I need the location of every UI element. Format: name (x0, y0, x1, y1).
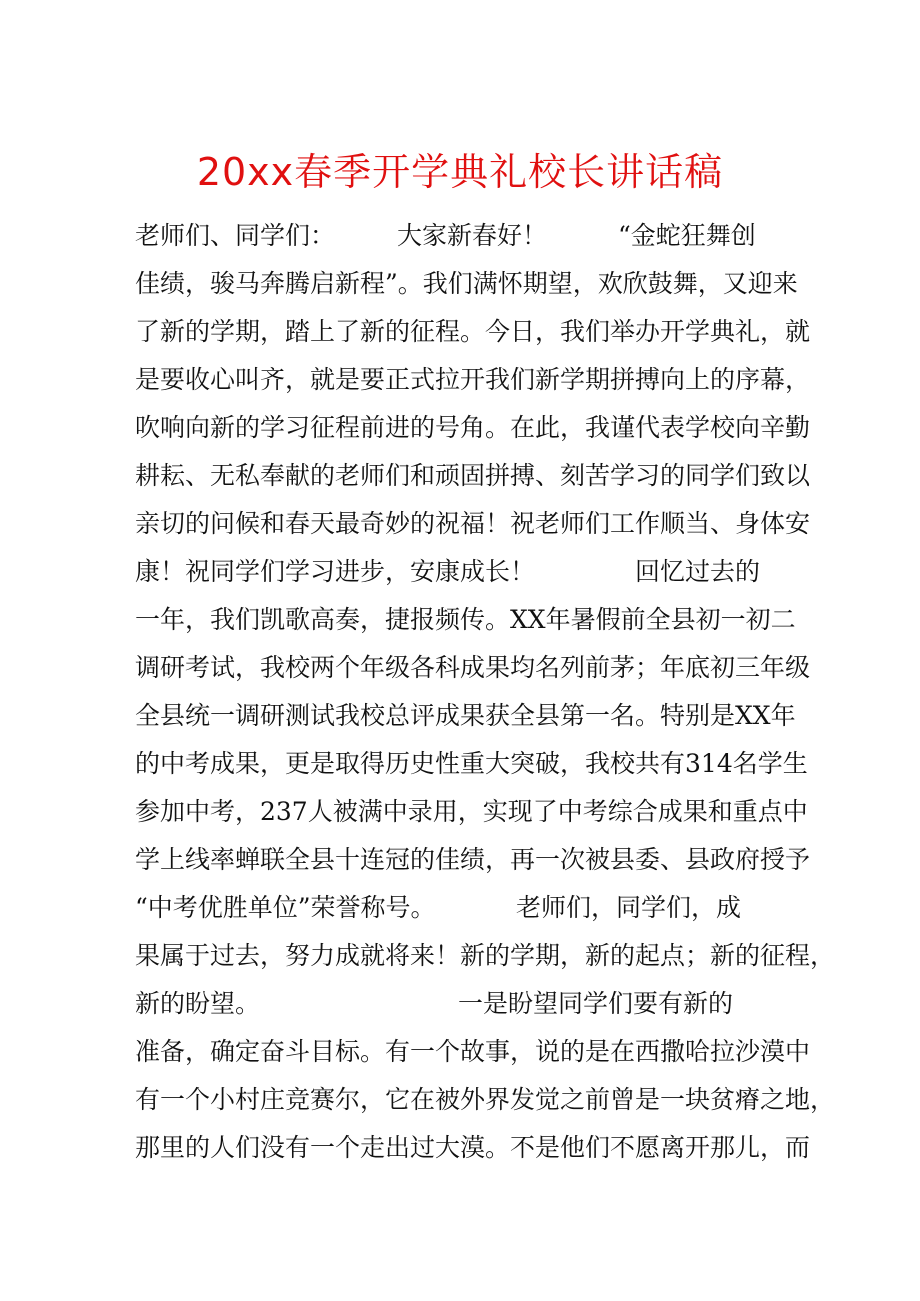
text-line: 一年，我们凯歌高奏，捷报频传。XX年暑假前全县初一初二 (135, 605, 796, 634)
document-title: 20xx春季开学典礼校长讲话稿 (196, 150, 724, 194)
text-line: 耕耘、无私奉献的老师们和顽固拼搏、刻苦学习的同学们致以 (135, 461, 811, 490)
text-line (135, 548, 795, 596)
text-segment: “金蛇狂舞创 (618, 221, 756, 250)
text-line: 那里的人们没有一个走出过大漠。不是他们不愿离开那儿，而 (135, 1133, 811, 1162)
text-segment: “中考优胜单位”荣誉称号。 (135, 893, 436, 922)
text-segment: 老师们、同学们： (135, 221, 336, 250)
text-line: 亲切的问候和春天最奇妙的祝福！祝老师们工作顺当、身体安 (135, 509, 811, 538)
text-line: 了新的学期，踏上了新的征程。今日，我们举办开学典礼，就 (135, 317, 811, 346)
text-line (135, 884, 795, 932)
text-line: 参加中考，237人被满中录用，实现了中考综合成果和重点中 (135, 797, 808, 826)
text-line: 是要收心叫齐，就是要正式拉开我们新学期拼搏向上的序幕， (135, 365, 811, 394)
text-line: 的中考成果，更是取得历史性重大突破，我校共有314名学生 (135, 749, 808, 778)
text-segment: 老师们，同学们，成 (516, 893, 742, 922)
text-segment: 康！祝同学们学习进步，安康成长！ (135, 557, 536, 586)
text-line: 果属于过去，努力成就将来！新的学期，新的起点；新的征程， (135, 941, 836, 970)
text-line (135, 212, 795, 260)
text-segment: 大家新春好！ (397, 221, 548, 250)
text-line: 准备，确定奋斗目标。有一个故事，说的是在西撒哈拉沙漠中 (135, 1037, 811, 1066)
text-line: 调研考试，我校两个年级各科成果均名列前茅；年底初三年级 (135, 653, 811, 682)
text-line: 吹响向新的学习征程前进的号角。在此，我谨代表学校向辛勤 (135, 413, 811, 442)
document-body (135, 212, 836, 1172)
text-line (135, 980, 795, 1028)
text-line: 学上线率蝉联全县十连冠的佳绩，再一次被县委、县政府授予 (135, 845, 811, 874)
text-segment: 回忆过去的 (635, 557, 761, 586)
text-line: 有一个小村庄竞赛尔，它在被外界发觉之前曾是一块贫瘠之地， (135, 1085, 836, 1114)
text-segment: 一是盼望同学们要有新的 (458, 989, 734, 1018)
text-line: 全县统一调研测试我校总评成果获全县第一名。特别是XX年 (135, 701, 796, 730)
text-segment: 新的盼望。 (135, 989, 261, 1018)
text-line: 佳绩，骏马奔腾启新程”。我们满怀期望，欢欣鼓舞，又迎来 (135, 269, 798, 298)
